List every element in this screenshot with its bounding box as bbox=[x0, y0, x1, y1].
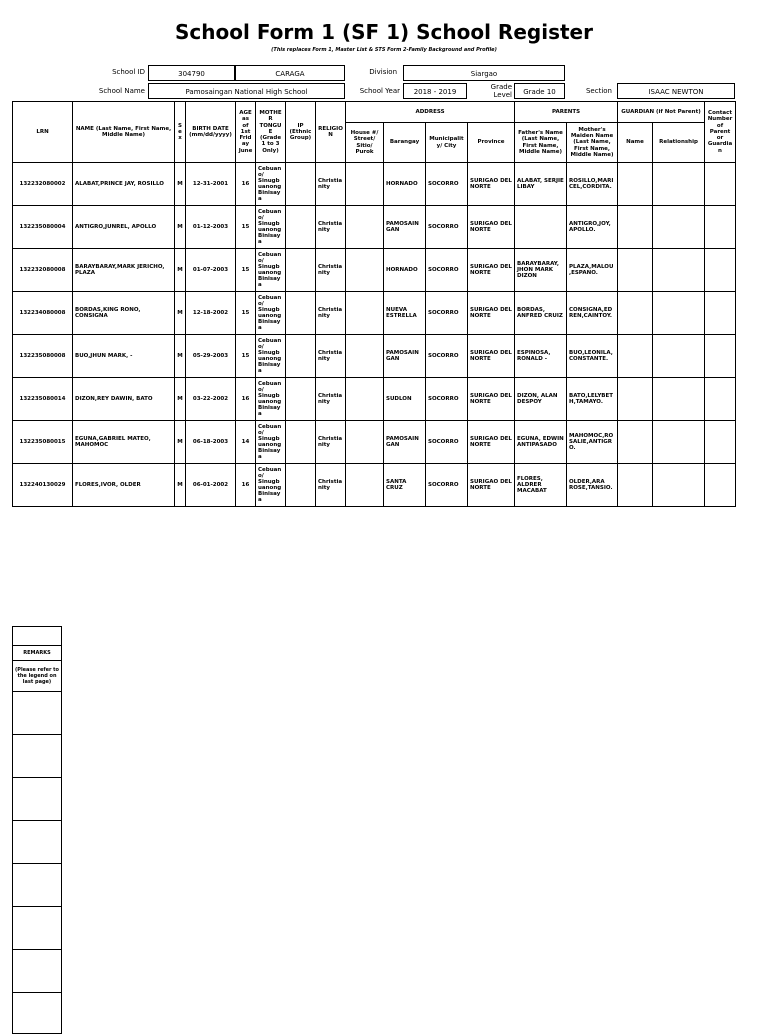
remarks-cell bbox=[13, 821, 62, 864]
student-municipality: SOCORRO bbox=[426, 421, 468, 464]
student-lrn: 132234080008 bbox=[13, 292, 73, 335]
student-house bbox=[346, 163, 384, 206]
student-relationship bbox=[653, 206, 705, 249]
student-ip bbox=[286, 464, 316, 507]
student-municipality: SOCORRO bbox=[426, 206, 468, 249]
student-birth-date: 01-07-2003 bbox=[186, 249, 236, 292]
student-province: SURIGAO DEL NORTE bbox=[468, 421, 515, 464]
student-barangay: NUEVA ESTRELLA bbox=[384, 292, 426, 335]
remarks-label: REMARKS bbox=[13, 646, 62, 661]
mother-header: Mother's Maiden Name (Last Name, First Name, Middle Name) bbox=[567, 123, 618, 163]
address-header: ADDRESS bbox=[346, 102, 515, 123]
student-sex: M bbox=[175, 206, 186, 249]
school-id-label: School ID bbox=[112, 68, 145, 76]
student-ip bbox=[286, 206, 316, 249]
student-sex: M bbox=[175, 335, 186, 378]
student-relationship bbox=[653, 378, 705, 421]
student-mother: OLDER,ARA ROSE,TANSIO. bbox=[567, 464, 618, 507]
student-contact bbox=[705, 421, 736, 464]
student-age: 16 bbox=[236, 378, 256, 421]
student-father: BORDAS, ANFRED CRUIZ bbox=[515, 292, 567, 335]
school-year-label: School Year bbox=[359, 87, 400, 95]
remarks-table bbox=[12, 626, 62, 1034]
house-header: House #/ Street/ Sitio/ Purok bbox=[346, 123, 384, 163]
division-field: Siargao bbox=[403, 65, 565, 81]
student-province: SURIGAO DEL NORTE bbox=[468, 335, 515, 378]
student-barangay: HORNADO bbox=[384, 249, 426, 292]
student-municipality: SOCORRO bbox=[426, 464, 468, 507]
student-barangay: PAMOSAINGAN bbox=[384, 421, 426, 464]
student-ip bbox=[286, 163, 316, 206]
student-house bbox=[346, 378, 384, 421]
section-label: Section bbox=[585, 87, 612, 95]
student-father: BARAYBARAY, JHON MARK DIZON bbox=[515, 249, 567, 292]
student-name: ALABAT,PRINCE JAY, ROSILLO bbox=[73, 163, 175, 206]
student-birth-date: 12-18-2002 bbox=[186, 292, 236, 335]
table-row bbox=[13, 249, 736, 292]
student-religion: Christianity bbox=[316, 378, 346, 421]
ip-header: IP (Ethnic Group) bbox=[286, 102, 316, 163]
student-age: 15 bbox=[236, 292, 256, 335]
remarks-cell bbox=[13, 907, 62, 950]
student-mother-tongue: Cebuano/ Sinugbuanong Binisaya bbox=[256, 464, 286, 507]
religion-header: RELIGION bbox=[316, 102, 346, 163]
student-name: BUO,JHUN MARK, - bbox=[73, 335, 175, 378]
guardian-name-header: Name bbox=[618, 123, 653, 163]
page-title: School Form 1 (SF 1) School Register bbox=[175, 20, 593, 44]
student-municipality: SOCORRO bbox=[426, 163, 468, 206]
student-father: ESPINOSA, RONALD - bbox=[515, 335, 567, 378]
student-province: SURIGAO DEL NORTE bbox=[468, 464, 515, 507]
student-age: 16 bbox=[236, 163, 256, 206]
lrn-header: LRN bbox=[13, 102, 73, 163]
page-subtitle: (This replaces Form 1, Master List & STS Form 2-Family Background and Profile) bbox=[271, 47, 497, 53]
student-municipality: SOCORRO bbox=[426, 378, 468, 421]
student-mother: MAHOMOC,ROSALIE,ANTIGRO. bbox=[567, 421, 618, 464]
table-row bbox=[13, 292, 736, 335]
province-header: Province bbox=[468, 123, 515, 163]
student-mother: CONSIGNA,EDREN,CAINTOY. bbox=[567, 292, 618, 335]
student-relationship bbox=[653, 163, 705, 206]
barangay-header: Barangay bbox=[384, 123, 426, 163]
student-guardian-name bbox=[618, 421, 653, 464]
division-label: Division bbox=[369, 68, 397, 76]
student-birth-date: 05-29-2003 bbox=[186, 335, 236, 378]
student-sex: M bbox=[175, 421, 186, 464]
student-mother: BUO,LEONILA, CONSTANTE. bbox=[567, 335, 618, 378]
student-name: EGUNA,GABRIEL MATEO, MAHOMOC bbox=[73, 421, 175, 464]
student-province: SURIGAO DEL NORTE bbox=[468, 378, 515, 421]
student-father: DIZON, ALAN DESPOY bbox=[515, 378, 567, 421]
table-row bbox=[13, 163, 736, 206]
student-house bbox=[346, 206, 384, 249]
student-house bbox=[346, 421, 384, 464]
relationship-header: Relationship bbox=[653, 123, 705, 163]
register-table bbox=[12, 101, 736, 507]
student-religion: Christianity bbox=[316, 421, 346, 464]
student-religion: Christianity bbox=[316, 206, 346, 249]
student-house bbox=[346, 464, 384, 507]
student-municipality: SOCORRO bbox=[426, 292, 468, 335]
student-guardian-name bbox=[618, 292, 653, 335]
student-house bbox=[346, 249, 384, 292]
student-sex: M bbox=[175, 464, 186, 507]
remarks-cell bbox=[13, 950, 62, 993]
student-mother-tongue: Cebuano/ Sinugbuanong Binisaya bbox=[256, 335, 286, 378]
student-mother-tongue: Cebuano/ Sinugbuanong Binisaya bbox=[256, 163, 286, 206]
student-lrn: 132232080008 bbox=[13, 249, 73, 292]
student-barangay: SUDLON bbox=[384, 378, 426, 421]
grade-level-label: Grade Level bbox=[490, 83, 512, 99]
student-birth-date: 06-01-2002 bbox=[186, 464, 236, 507]
student-age: 14 bbox=[236, 421, 256, 464]
student-province: SURIGAO DEL NORTE bbox=[468, 292, 515, 335]
student-contact bbox=[705, 378, 736, 421]
student-guardian-name bbox=[618, 163, 653, 206]
student-contact bbox=[705, 464, 736, 507]
student-sex: M bbox=[175, 378, 186, 421]
student-guardian-name bbox=[618, 464, 653, 507]
student-guardian-name bbox=[618, 206, 653, 249]
student-mother-tongue: Cebuano/ Sinugbuanong Binisaya bbox=[256, 206, 286, 249]
school-id-field: 304790 bbox=[148, 65, 235, 81]
municipality-header: Municipality/ City bbox=[426, 123, 468, 163]
student-relationship bbox=[653, 292, 705, 335]
remarks-cell bbox=[13, 778, 62, 821]
table-row bbox=[13, 464, 736, 507]
student-name: BORDAS,KING RONO, CONSIGNA bbox=[73, 292, 175, 335]
table-row bbox=[13, 421, 736, 464]
table-row bbox=[13, 206, 736, 249]
student-contact bbox=[705, 249, 736, 292]
student-birth-date: 12-31-2001 bbox=[186, 163, 236, 206]
student-mother: ROSILLO,MARICEL,CORDITA. bbox=[567, 163, 618, 206]
student-municipality: SOCORRO bbox=[426, 335, 468, 378]
student-barangay: HORNADO bbox=[384, 163, 426, 206]
region-field: CARAGA bbox=[235, 65, 345, 81]
student-guardian-name bbox=[618, 249, 653, 292]
student-mother-tongue: Cebuano/ Sinugbuanong Binisaya bbox=[256, 292, 286, 335]
student-barangay: PAMOSAINGAN bbox=[384, 335, 426, 378]
student-birth-date: 03-22-2002 bbox=[186, 378, 236, 421]
student-sex: M bbox=[175, 163, 186, 206]
student-guardian-name bbox=[618, 378, 653, 421]
sex-header: Sex bbox=[175, 102, 186, 163]
student-father: FLORES, ALDRER MACABAT bbox=[515, 464, 567, 507]
student-lrn: 132235080008 bbox=[13, 335, 73, 378]
student-father bbox=[515, 206, 567, 249]
student-province: SURIGAO DEL NORTE bbox=[468, 249, 515, 292]
student-province: SURIGAO DEL NORTE bbox=[468, 206, 515, 249]
student-religion: Christianity bbox=[316, 163, 346, 206]
mother-tongue-header: MOTHER TONGUE (Grade 1 to 3 Only) bbox=[256, 102, 286, 163]
student-mother: PLAZA,MALOU ,ESPANO. bbox=[567, 249, 618, 292]
student-relationship bbox=[653, 464, 705, 507]
remarks-note: (Please refer to the legend on last page) bbox=[13, 661, 62, 692]
student-name: BARAYBARAY,MARK JERICHO, PLAZA bbox=[73, 249, 175, 292]
parents-header: PARENTS bbox=[515, 102, 618, 123]
student-guardian-name bbox=[618, 335, 653, 378]
birth-date-header: BIRTH DATE (mm/dd/yyyy) bbox=[186, 102, 236, 163]
student-ip bbox=[286, 378, 316, 421]
student-barangay: PAMOSAINGAN bbox=[384, 206, 426, 249]
student-name: FLORES,IVOR, OLDER bbox=[73, 464, 175, 507]
student-lrn: 132235080004 bbox=[13, 206, 73, 249]
student-ip bbox=[286, 335, 316, 378]
student-contact bbox=[705, 335, 736, 378]
grade-level-field: Grade 10 bbox=[514, 83, 565, 99]
section-field: ISAAC NEWTON bbox=[617, 83, 735, 99]
student-religion: Christianity bbox=[316, 249, 346, 292]
student-house bbox=[346, 292, 384, 335]
student-ip bbox=[286, 421, 316, 464]
contact-header: Contact Number of Parent or Guardian bbox=[705, 102, 736, 163]
student-lrn: 132240130029 bbox=[13, 464, 73, 507]
student-relationship bbox=[653, 249, 705, 292]
student-birth-date: 01-12-2003 bbox=[186, 206, 236, 249]
student-mother-tongue: Cebuano/ Sinugbuanong Binisaya bbox=[256, 249, 286, 292]
student-contact bbox=[705, 292, 736, 335]
student-house bbox=[346, 335, 384, 378]
student-sex: M bbox=[175, 249, 186, 292]
student-ip bbox=[286, 292, 316, 335]
student-religion: Christianity bbox=[316, 292, 346, 335]
student-barangay: SANTA CRUZ bbox=[384, 464, 426, 507]
student-name: DIZON,REY DAWIN, BATO bbox=[73, 378, 175, 421]
student-lrn: 132235080015 bbox=[13, 421, 73, 464]
student-age: 16 bbox=[236, 464, 256, 507]
student-age: 15 bbox=[236, 335, 256, 378]
student-lrn: 132232080002 bbox=[13, 163, 73, 206]
father-header: Father's Name (Last Name, First Name, Middle Name) bbox=[515, 123, 567, 163]
student-province: SURIGAO DEL NORTE bbox=[468, 163, 515, 206]
student-ip bbox=[286, 249, 316, 292]
student-contact bbox=[705, 163, 736, 206]
age-header: AGE as of 1st Friday June bbox=[236, 102, 256, 163]
table-row bbox=[13, 378, 736, 421]
student-contact bbox=[705, 206, 736, 249]
student-name: ANTIGRO,JUNREL, APOLLO bbox=[73, 206, 175, 249]
student-mother-tongue: Cebuano/ Sinugbuanong Binisaya bbox=[256, 378, 286, 421]
guardian-header: GUARDIAN (if Not Parent) bbox=[618, 102, 705, 123]
student-birth-date: 06-18-2003 bbox=[186, 421, 236, 464]
school-name-field: Pamosaingan National High School bbox=[148, 83, 345, 99]
student-relationship bbox=[653, 421, 705, 464]
student-relationship bbox=[653, 335, 705, 378]
remarks-cell bbox=[13, 735, 62, 778]
student-mother: ANTIGRO,JOY, APOLLO. bbox=[567, 206, 618, 249]
student-mother-tongue: Cebuano/ Sinugbuanong Binisaya bbox=[256, 421, 286, 464]
student-lrn: 132235080014 bbox=[13, 378, 73, 421]
student-municipality: SOCORRO bbox=[426, 249, 468, 292]
student-religion: Christianity bbox=[316, 335, 346, 378]
student-religion: Christianity bbox=[316, 464, 346, 507]
school-name-label: School Name bbox=[98, 87, 145, 95]
table-row bbox=[13, 335, 736, 378]
student-mother: BATO,LELYBETH,TAMAYO. bbox=[567, 378, 618, 421]
student-father: EGUNA, EDWIN ANTIPASADO bbox=[515, 421, 567, 464]
student-age: 15 bbox=[236, 249, 256, 292]
student-father: ALABAT, SERJIE LIBAY bbox=[515, 163, 567, 206]
school-year-field: 2018 - 2019 bbox=[403, 83, 467, 99]
name-header: NAME (Last Name, First Name, Middle Name) bbox=[73, 102, 175, 163]
remarks-cell bbox=[13, 864, 62, 907]
student-age: 15 bbox=[236, 206, 256, 249]
student-sex: M bbox=[175, 292, 186, 335]
remarks-cell bbox=[13, 993, 62, 1034]
remarks-cell bbox=[13, 692, 62, 735]
